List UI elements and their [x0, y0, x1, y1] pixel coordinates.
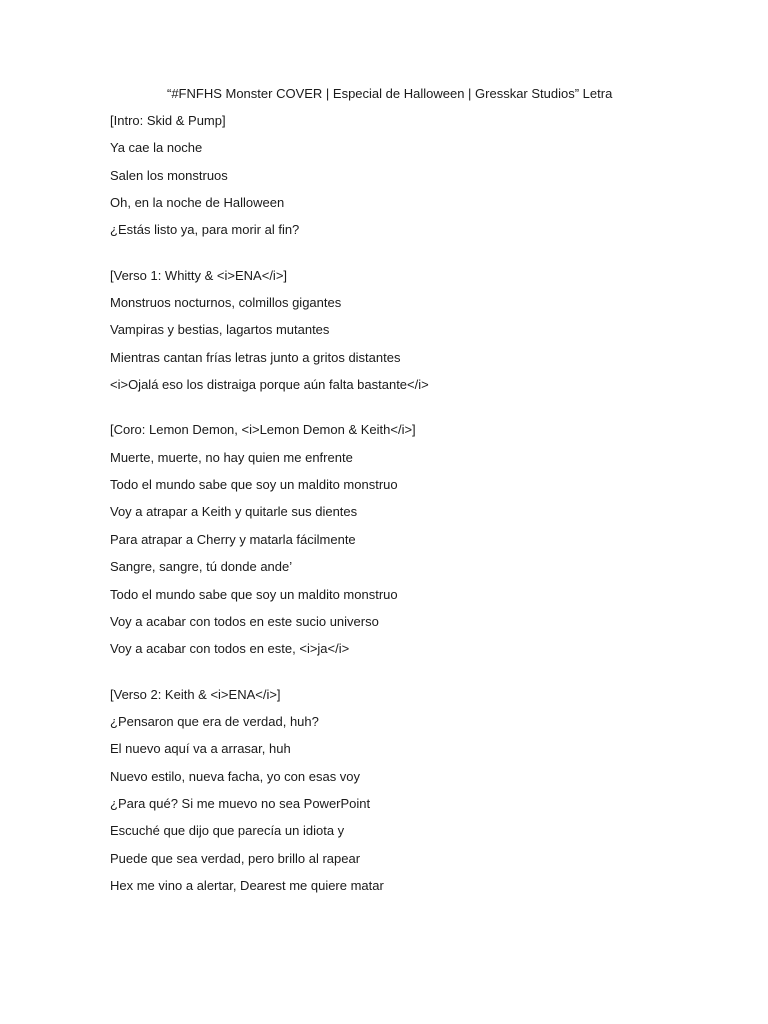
lyric-line: Puede que sea verdad, pero brillo al rapear: [110, 850, 361, 866]
lyric-line: Sangre, sangre, tú donde ande’: [110, 559, 293, 575]
section-heading: [Verso 2: Keith & <i>ENA</i>]: [110, 686, 281, 702]
lyric-line: ¿Para qué? Si me muevo no sea PowerPoint: [110, 795, 371, 811]
lyric-line: Escuché que dijo que parecía un idiota y: [110, 823, 345, 839]
lyric-line: Mientras cantan frías letras junto a gritos distantes: [110, 349, 401, 365]
section-heading: [Intro: Skid & Pump]: [110, 113, 226, 128]
lyric-line: Vampiras y bestias, lagartos mutantes: [110, 322, 330, 338]
section-heading: [Verso 1: Whitty & <i>ENA</i>]: [110, 267, 288, 283]
lyric-line: ¿Pensaron que era de verdad, huh?: [110, 713, 319, 729]
lyric-line: Voy a atrapar a Keith y quitarle sus dientes: [110, 504, 358, 520]
lyric-line: Oh, en la noche de Halloween: [110, 195, 285, 211]
lyric-line: Todo el mundo sabe que soy un maldito monstruo: [110, 586, 398, 602]
lyric-line: El nuevo aquí va a arrasar, huh: [110, 741, 291, 757]
lyric-line: Todo el mundo sabe que soy un maldito monstruo: [110, 477, 398, 493]
section-heading: [Coro: Lemon Demon, <i>Lemon Demon & Keith</i>]: [110, 422, 416, 438]
lyric-line: Hex me vino a alertar, Dearest me quiere matar: [110, 877, 384, 893]
lyric-line: <i>Ojalá eso los distraiga porque aún falta bastante</i>: [110, 377, 429, 393]
lyric-line: Muerte, muerte, no hay quien me enfrente: [110, 449, 353, 465]
document-title: “#FNFHS Monster COVER | Especial de Halloween | Gresskar Studios” Letra: [167, 86, 613, 101]
lyric-line: ¿Estás listo ya, para morir al fin?: [110, 222, 300, 238]
lyric-line: Voy a acabar con todos en este sucio universo: [110, 613, 379, 629]
lyric-line: Nuevo estilo, nueva facha, yo con esas voy: [110, 768, 361, 784]
lyric-line: Monstruos nocturnos, colmillos gigantes: [110, 295, 342, 311]
lyric-line: Ya cae la noche: [110, 140, 203, 156]
lyric-line: Para atrapar a Cherry y matarla fácilmente: [110, 531, 356, 547]
lyric-line: Voy a acabar con todos en este, <i>ja</i>: [110, 641, 350, 657]
lyrics-body: [110, 112, 730, 904]
lyric-line: Salen los monstruos: [110, 167, 228, 183]
